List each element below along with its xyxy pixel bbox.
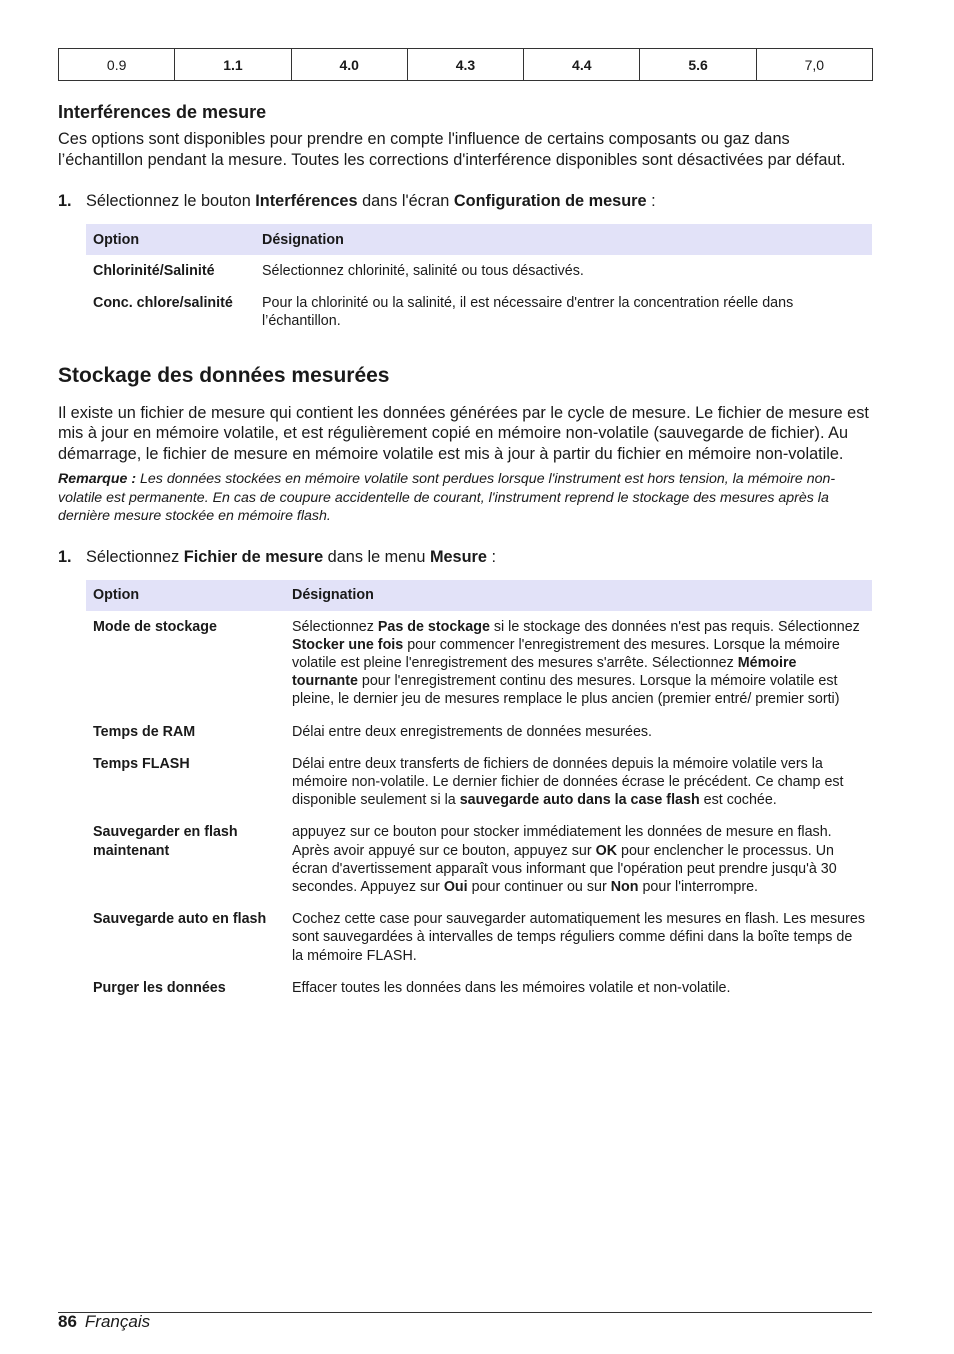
table-row <box>86 716 872 748</box>
value-table <box>58 48 873 81</box>
value-cell: 5.6 <box>640 49 756 81</box>
text-run: pour l'interrompre. <box>638 879 759 896</box>
bold-run: Pas de stockage <box>377 618 490 635</box>
storage-table <box>86 580 872 1004</box>
step-bold: Fichier de mesure <box>183 547 324 566</box>
step-text: Sélectionnez <box>86 547 184 566</box>
step-number: 1. <box>58 547 72 566</box>
value-cell: 7,0 <box>756 49 872 81</box>
storage-intro: Il existe un fichier de mesure qui contient les données générées par le cycle de mesure. Le fichier de mesure est mis à jour en mémoire volatile, et est régulièrement copié en mémoire non-volatile (sauvegarde de fichier). Au démarrage, le fichier de mesure en mémoire volatile est mis à jour à partir du fichier en mémoire non-volatile. <box>58 403 869 463</box>
table-row <box>86 287 872 337</box>
designation-cell <box>285 611 872 716</box>
text-run: appuyez sur ce bouton pour stocker immédiatement les données de mesure en flash. Après avoir appuyé sur ce bouton, appuyez sur <box>292 824 832 859</box>
step-text: : <box>646 192 656 210</box>
interferences-step <box>58 191 872 211</box>
bold-run: sauvegarde auto dans la case flash <box>459 792 700 809</box>
text-run: pour continuer ou sur <box>467 879 611 896</box>
bold-run: Stocker une fois <box>292 636 404 653</box>
value-cell: 0.9 <box>59 49 175 81</box>
option-cell: Temps FLASH <box>93 755 190 772</box>
step-text: dans l'écran <box>357 192 454 210</box>
footer-divider <box>58 1312 872 1313</box>
bold-run: OK <box>595 842 618 859</box>
header-designation: Désignation <box>255 224 872 255</box>
interferences-heading: Interférences de mesure <box>58 102 267 122</box>
step-text: Sélectionnez le bouton <box>86 192 256 210</box>
designation-cell: Cochez cette case pour sauvegarder automatiquement les mesures en flash. Les mesures sont sauvegardées à intervalles de temps réguliers comme défini dans la boîte temps de la mémoire FLASH. <box>292 911 865 964</box>
table-row <box>86 611 872 716</box>
table-header <box>86 224 872 255</box>
option-cell: Temps de RAM <box>93 723 196 740</box>
option-cell: Sauvegarder en flash maintenant <box>93 824 238 859</box>
option-cell: Purger les données <box>93 979 226 996</box>
text-run: pour commencer l'enregistrement des mesures. Lorsque la mémoire volatile est pleine l'enregistrement des mesures s'arrête. Sélectionnez <box>292 636 840 672</box>
storage-note <box>58 470 872 526</box>
step-text: : <box>486 547 497 566</box>
page-footer <box>58 1312 150 1332</box>
interferences-table <box>86 224 872 338</box>
note-text: Les données stockées en mémoire volatile sont perdues lorsque l'instrument est hors tension, la mémoire non-volatile est permanente. En cas de coupure accidentelle de courant, l'instrument reprend le stockage des mesures après la dernière mesure stockée en mémoire flash. <box>58 471 836 525</box>
text-run: pour l'enregistrement continu des mesures. Lorsque la mémoire volatile est pleine, le dernier jeu de mesures remplace le plus ancien (premier entré/ premier sorti) <box>292 673 840 708</box>
bold-run: Oui <box>443 879 468 896</box>
value-row <box>59 49 873 81</box>
table-row <box>86 255 872 287</box>
text-run: est cochée. <box>699 792 777 809</box>
table-row <box>86 972 872 1004</box>
table-row <box>86 903 872 972</box>
value-cell: 4.3 <box>407 49 523 81</box>
step-bold: Mesure <box>429 547 487 566</box>
step-text: dans le menu <box>323 547 430 566</box>
text-run: Délai entre deux transferts de fichiers de données depuis la mémoire volatile vers la mémoire non-volatile. Le dernier fichier de données écrase le précédent. Ce champ est disponible seulement si la <box>292 755 844 809</box>
designation-cell: Pour la chlorinité ou la salinité, il est nécessaire d'entrer la concentration réelle dans l’échantillon. <box>262 295 794 330</box>
step-bold: Interférences <box>255 192 358 210</box>
designation-cell: Effacer toutes les données dans les mémoires volatile et non-volatile. <box>292 979 731 996</box>
table-row <box>86 816 872 903</box>
text-run: Sélectionnez <box>292 618 378 635</box>
bold-run: Mémoire tournante <box>292 655 797 690</box>
designation-cell: Sélectionnez chlorinité, salinité ou tous désactivés. <box>262 263 584 279</box>
text-run: pour enclencher le processus. Un écran d'avertissement apparaît vous informant que l'opération peut prendre jusqu'à 30 secondes. Appuyez sur <box>292 842 837 896</box>
value-cell: 4.4 <box>524 49 640 81</box>
interferences-intro: Ces options sont disponibles pour prendre en compte l'influence de certains composants ou gaz dans l’échantillon pendant la mesure. Toutes les corrections d'interférence disponibles sont désactivées par défaut. <box>58 130 846 169</box>
designation-cell: Délai entre deux enregistrements de données mesurées. <box>292 723 653 740</box>
option-cell: Sauvegarde auto en flash <box>93 911 267 928</box>
header-designation: Désignation <box>285 580 872 611</box>
option-cell: Conc. chlore/salinité <box>93 295 233 312</box>
designation-cell <box>285 748 872 817</box>
option-cell: Chlorinité/Salinité <box>93 263 215 279</box>
table-row <box>86 748 872 817</box>
note-label: Remarque : <box>58 471 137 488</box>
table-header <box>86 580 872 611</box>
storage-step <box>58 547 872 567</box>
header-option: Option <box>86 580 285 611</box>
value-cell: 1.1 <box>175 49 291 81</box>
document-page <box>58 48 872 1004</box>
page-number: 86 <box>58 1312 77 1331</box>
step-number: 1. <box>58 192 72 210</box>
storage-heading: Stockage des données mesurées <box>58 363 390 387</box>
bold-run: Non <box>610 879 639 896</box>
designation-cell <box>285 816 872 903</box>
value-cell: 4.0 <box>291 49 407 81</box>
text-run: si le stockage des données n'est pas requis. Sélectionnez <box>489 618 860 635</box>
step-bold: Configuration de mesure <box>453 192 647 210</box>
option-cell: Mode de stockage <box>93 618 217 635</box>
footer-language: Français <box>84 1312 151 1331</box>
header-option: Option <box>86 224 255 255</box>
